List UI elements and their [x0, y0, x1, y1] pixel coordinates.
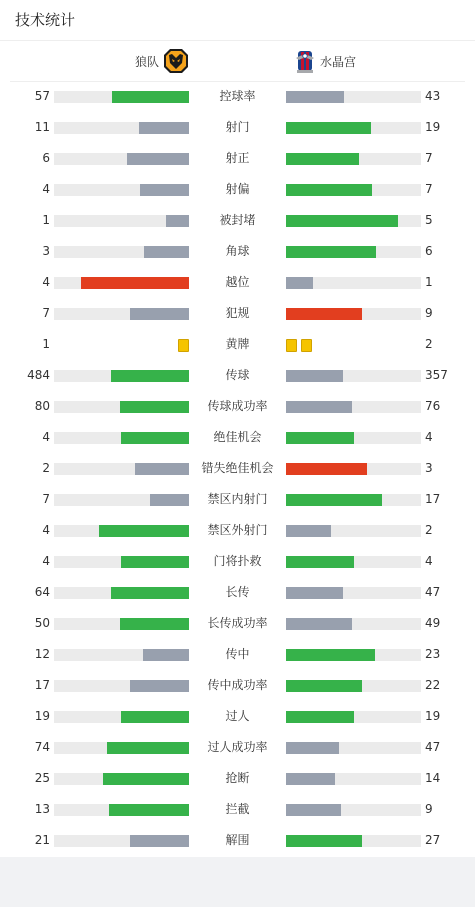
- away-value: 4: [425, 554, 433, 568]
- home-bar-track: [54, 215, 189, 227]
- away-bar-track: [286, 556, 421, 568]
- away-bar: [286, 711, 354, 723]
- away-bar: [286, 432, 354, 444]
- away-value: 19: [425, 709, 441, 723]
- away-value: 7: [425, 182, 433, 196]
- away-bar-track: [286, 277, 421, 289]
- away-bar: [286, 525, 331, 537]
- away-bar: [286, 587, 343, 599]
- yellow-card-icon: [286, 339, 297, 352]
- stat-row: [0, 205, 475, 236]
- home-value: 1: [42, 337, 50, 351]
- stat-row: [0, 515, 475, 546]
- divider: [0, 40, 475, 41]
- away-bar-track: [286, 184, 421, 196]
- stat-label: 传中: [225, 647, 250, 661]
- away-bar-track: [286, 525, 421, 537]
- stat-row: [0, 484, 475, 515]
- stat-row: [0, 794, 475, 825]
- home-value: 13: [34, 802, 50, 816]
- away-value: 5: [425, 213, 433, 227]
- yellow-card-icon: [178, 339, 189, 352]
- home-bar: [139, 122, 189, 134]
- home-team[interactable]: [135, 46, 189, 76]
- home-value: 4: [42, 430, 50, 444]
- stat-label: 传球: [225, 368, 250, 382]
- stat-row: [0, 546, 475, 577]
- home-value: 2: [42, 461, 50, 475]
- away-value: 14: [425, 771, 441, 785]
- away-bar-track: [286, 153, 421, 165]
- away-bar: [286, 122, 371, 134]
- home-bar: [144, 246, 189, 258]
- stat-label: 禁区外射门: [207, 523, 268, 537]
- away-bar-track: [286, 370, 421, 382]
- home-bar: [111, 370, 189, 382]
- stat-label: 长传: [225, 585, 250, 599]
- home-value: 6: [42, 151, 50, 165]
- away-bar-track: [286, 494, 421, 506]
- home-value: 50: [34, 616, 50, 630]
- away-value: 43: [425, 89, 441, 103]
- away-yellow-cards: [286, 339, 312, 352]
- stat-label: 越位: [225, 275, 250, 289]
- away-bar: [286, 804, 341, 816]
- home-bar: [111, 587, 189, 599]
- away-bar-track: [286, 432, 421, 444]
- home-bar: [140, 184, 189, 196]
- away-value: 47: [425, 585, 441, 599]
- home-value: 64: [34, 585, 50, 599]
- stat-row: [0, 112, 475, 143]
- away-bar-track: [286, 742, 421, 754]
- home-bar-track: [54, 494, 189, 506]
- away-value: 9: [425, 306, 433, 320]
- home-bar-track: [54, 91, 189, 103]
- home-bar-track: [54, 525, 189, 537]
- away-bar: [286, 246, 376, 258]
- home-bar-track: [54, 370, 189, 382]
- away-bar: [286, 835, 362, 847]
- away-value: 6: [425, 244, 433, 258]
- stat-label: 黄牌: [225, 337, 250, 351]
- stat-label: 传球成功率: [207, 399, 268, 413]
- eagle-crest-icon: [292, 48, 318, 74]
- stat-row: [0, 453, 475, 484]
- home-value: 4: [42, 554, 50, 568]
- away-team-name: 水晶宫: [320, 54, 357, 69]
- home-value: 21: [34, 833, 50, 847]
- home-bar-track: [54, 773, 189, 785]
- away-value: 2: [425, 523, 433, 537]
- away-bar-track: [286, 401, 421, 413]
- home-value: 1: [42, 213, 50, 227]
- stat-row: [0, 732, 475, 763]
- home-yellow-cards: [178, 339, 189, 352]
- home-value: 484: [27, 368, 50, 382]
- home-value: 3: [42, 244, 50, 258]
- home-value: 12: [34, 647, 50, 661]
- home-bar-track: [54, 618, 189, 630]
- home-bar-track: [54, 153, 189, 165]
- home-bar-track: [54, 246, 189, 258]
- stat-label: 射正: [225, 151, 250, 165]
- away-bar: [286, 556, 354, 568]
- stat-label: 绝佳机会: [213, 430, 262, 444]
- stat-label: 角球: [225, 244, 250, 258]
- away-bar: [286, 680, 362, 692]
- home-bar: [135, 463, 189, 475]
- home-bar-track: [54, 804, 189, 816]
- home-bar-track: [54, 649, 189, 661]
- away-bar-track: [286, 680, 421, 692]
- away-bar-track: [286, 215, 421, 227]
- away-bar-track: [286, 711, 421, 723]
- home-bar: [166, 215, 189, 227]
- stat-row: [0, 143, 475, 174]
- stat-label: 拦截: [225, 802, 250, 816]
- section-title: 技术统计: [15, 11, 76, 29]
- home-bar: [112, 91, 189, 103]
- home-bar-track: [54, 680, 189, 692]
- stat-row: [0, 763, 475, 794]
- away-bar-track: [286, 122, 421, 134]
- stat-label: 控球率: [219, 89, 256, 103]
- away-bar-track: [286, 246, 421, 258]
- away-bar: [286, 91, 344, 103]
- home-bar: [121, 556, 189, 568]
- away-value: 47: [425, 740, 441, 754]
- home-value: 17: [34, 678, 50, 692]
- home-value: 7: [42, 492, 50, 506]
- home-team-name: 狼队: [134, 54, 159, 69]
- away-bar-track: [286, 91, 421, 103]
- stat-row: [0, 174, 475, 205]
- home-bar-track: [54, 587, 189, 599]
- stat-row: [0, 701, 475, 732]
- stat-row: [0, 391, 475, 422]
- home-bar-track: [54, 711, 189, 723]
- away-bar-track: [286, 835, 421, 847]
- away-value: 22: [425, 678, 441, 692]
- stat-label: 被封堵: [219, 213, 256, 227]
- home-value: 4: [42, 182, 50, 196]
- stat-label: 禁区内射门: [207, 492, 268, 506]
- stat-label: 过人成功率: [207, 740, 268, 754]
- away-value: 9: [425, 802, 433, 816]
- home-bar: [103, 773, 189, 785]
- home-bar-track: [54, 742, 189, 754]
- away-bar: [286, 401, 352, 413]
- stat-row: [0, 298, 475, 329]
- stat-row: [0, 360, 475, 391]
- home-value: 7: [42, 306, 50, 320]
- home-bar: [130, 308, 189, 320]
- away-bar: [286, 184, 372, 196]
- away-bar-track: [286, 618, 421, 630]
- away-bar: [286, 153, 359, 165]
- away-bar-track: [286, 587, 421, 599]
- away-value: 17: [425, 492, 441, 506]
- home-bar: [143, 649, 189, 661]
- home-bar: [109, 804, 189, 816]
- stat-label: 射门: [225, 120, 250, 134]
- away-bar: [286, 215, 398, 227]
- away-value: 27: [425, 833, 441, 847]
- away-value: 19: [425, 120, 441, 134]
- stat-row: [0, 639, 475, 670]
- away-bar: [286, 649, 375, 661]
- away-bar: [286, 463, 367, 475]
- home-value: 4: [42, 275, 50, 289]
- home-bar: [121, 432, 189, 444]
- away-value: 3: [425, 461, 433, 475]
- away-value: 1: [425, 275, 433, 289]
- home-bar: [121, 711, 189, 723]
- stat-row: [0, 236, 475, 267]
- away-value: 2: [425, 337, 433, 351]
- away-bar: [286, 277, 313, 289]
- away-value: 23: [425, 647, 441, 661]
- home-bar: [81, 277, 189, 289]
- away-bar-track: [286, 804, 421, 816]
- home-bar: [130, 680, 189, 692]
- home-bar: [130, 835, 189, 847]
- away-bar-track: [286, 649, 421, 661]
- stat-row: [0, 422, 475, 453]
- stat-label: 门将扑救: [213, 554, 262, 568]
- home-bar: [107, 742, 189, 754]
- stat-row: [0, 267, 475, 298]
- stat-label: 传中成功率: [207, 678, 268, 692]
- yellow-card-icon: [301, 339, 312, 352]
- away-team[interactable]: [292, 46, 356, 76]
- stat-row: [0, 577, 475, 608]
- home-bar: [120, 618, 189, 630]
- away-value: 76: [425, 399, 441, 413]
- home-bar: [127, 153, 189, 165]
- stat-label: 犯规: [225, 306, 250, 320]
- away-bar: [286, 742, 339, 754]
- stat-row: [0, 608, 475, 639]
- home-value: 57: [34, 89, 50, 103]
- stat-row: [0, 329, 475, 360]
- home-bar-track: [54, 184, 189, 196]
- away-bar: [286, 370, 343, 382]
- stat-label: 射偏: [225, 182, 250, 196]
- stat-label: 长传成功率: [207, 616, 268, 630]
- stat-label: 错失绝佳机会: [201, 461, 274, 475]
- away-bar-track: [286, 773, 421, 785]
- away-bar: [286, 618, 352, 630]
- home-value: 11: [34, 120, 50, 134]
- stats-list: [0, 81, 475, 856]
- home-value: 74: [34, 740, 50, 754]
- home-value: 4: [42, 523, 50, 537]
- home-bar-track: [54, 122, 189, 134]
- away-bar: [286, 773, 335, 785]
- home-bar-track: [54, 432, 189, 444]
- home-bar-track: [54, 308, 189, 320]
- stat-label: 解围: [225, 833, 250, 847]
- home-value: 80: [34, 399, 50, 413]
- home-value: 25: [34, 771, 50, 785]
- stat-row: [0, 81, 475, 112]
- away-bar-track: [286, 308, 421, 320]
- away-value: 357: [425, 368, 448, 382]
- away-bar-track: [286, 463, 421, 475]
- away-bar: [286, 308, 362, 320]
- wolf-crest-icon: [163, 48, 189, 74]
- stat-label: 过人: [225, 709, 250, 723]
- away-value: 49: [425, 616, 441, 630]
- home-bar: [99, 525, 189, 537]
- home-bar-track: [54, 277, 189, 289]
- stat-row: [0, 825, 475, 856]
- team-header: [0, 46, 475, 76]
- home-bar-track: [54, 835, 189, 847]
- home-bar-track: [54, 401, 189, 413]
- away-bar: [286, 494, 382, 506]
- away-value: 7: [425, 151, 433, 165]
- home-bar: [120, 401, 189, 413]
- home-bar: [150, 494, 189, 506]
- stat-row: [0, 670, 475, 701]
- away-value: 4: [425, 430, 433, 444]
- home-value: 19: [34, 709, 50, 723]
- home-bar-track: [54, 556, 189, 568]
- stat-label: 抢断: [225, 771, 250, 785]
- home-bar-track: [54, 463, 189, 475]
